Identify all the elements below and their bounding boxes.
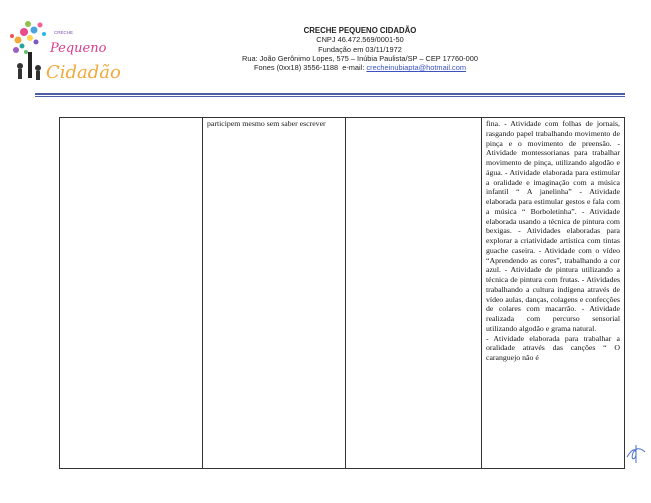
founded-line: Fundação em 03/11/1972 bbox=[318, 44, 402, 54]
creche-logo bbox=[6, 18, 121, 88]
institution-name: CRECHE PEQUENO CIDADÃO bbox=[303, 26, 417, 35]
activities-table bbox=[59, 117, 625, 469]
header-divider-thin bbox=[35, 96, 625, 97]
email-label: e-mail: bbox=[342, 63, 365, 73]
logo-name-line1: Pequeno bbox=[50, 41, 107, 56]
contact-line bbox=[150, 63, 570, 72]
table-cell-col2: participem mesmo sem saber escrever bbox=[203, 118, 346, 469]
header-divider bbox=[35, 93, 625, 95]
address-line: Rua: João Gerônimo Lopes, 575 – Inúbia Paulista/SP – CEP 17760-000 bbox=[242, 53, 478, 63]
document-header bbox=[0, 0, 651, 92]
table-cell-col1 bbox=[60, 118, 203, 469]
logo-small-text: CRECHE bbox=[54, 30, 74, 35]
activities-paragraph: fina. - Atividade com folhas de jornais, rasgando papel trabalhando movimento de pinça e o movimento de preensão. - Atividade montessorianas para trabalhar movimento de pinça, utilizando algodão e água. - Atividade elaborada para estimular a oralidade e imaginação com a música infantil “ A janelinha” - Atividade elaborada para estimular gestos e fala com a música “ Borboletinha”. - Atividade elaborada usando a técnica de pintura com bexigas. - Atividades elaboradas para explorar a criatividade artística com tintas guache caseira. - Atividade com o vídeo “Aprendendo as cores”, trabalhando a cor azul. - Atividade de pintura utilizando a técnica de pintura com frutas. - Atividades trabalhando a cultura indígena através de vídeo aulas, danças, colagens e confecções de colares com macarrão. - Atividade realizada com percurso sensorial utilizando algodão e grama natural. bbox=[486, 119, 620, 333]
table-cell-col3 bbox=[346, 118, 482, 469]
email-link[interactable]: crecheinubiapta@hotmail.com bbox=[366, 63, 466, 73]
rubric-signature bbox=[624, 443, 648, 465]
table-cell-col4 bbox=[482, 118, 625, 469]
cnpj-line: CNPJ 46.472.569/0001-50 bbox=[316, 35, 404, 45]
activities-paragraph: - Atividade elaborada para trabalhar a oralidade através das canções “ O caranguejo não é bbox=[486, 333, 620, 362]
logo-name-line2: Cidadão bbox=[46, 62, 121, 83]
header-info bbox=[150, 26, 570, 72]
phones-text: Fones (0xx18) 3556-1188 bbox=[254, 63, 339, 73]
table-row bbox=[60, 118, 625, 469]
